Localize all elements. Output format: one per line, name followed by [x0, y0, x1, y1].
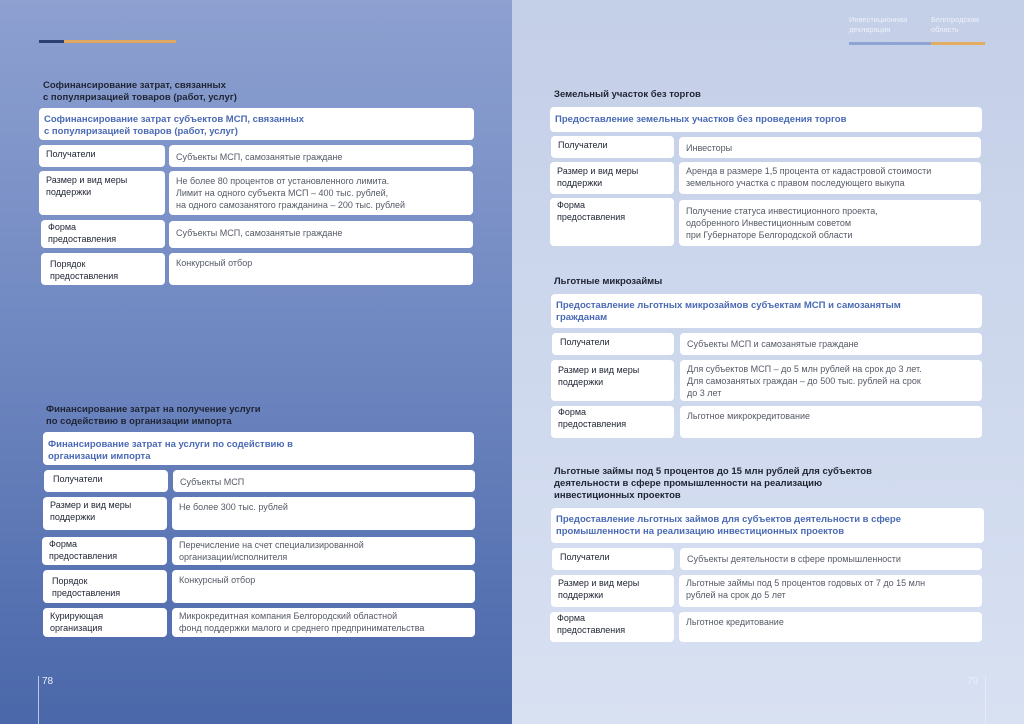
- value-line: Субъекты МСП и самозанятые граждане: [687, 339, 859, 349]
- label-line: предоставления: [558, 419, 627, 429]
- label-line: предоставления: [49, 551, 118, 561]
- label-line: поддержки: [50, 512, 96, 522]
- section-title-line: Льготные микрозаймы: [554, 276, 663, 287]
- label-line: Форма: [48, 222, 77, 232]
- value-line: Перечисление на счет специализированной: [179, 540, 364, 550]
- row-label-form: [41, 220, 165, 248]
- measure-heading-line: Предоставление льготных микрозаймов субъектам МСП и самозанятым: [556, 300, 901, 311]
- row-value-recipients: [680, 548, 982, 570]
- row-value-size: [169, 171, 473, 215]
- measure-heading-line: Софинансирование затрат субъектов МСП, связанных: [44, 114, 304, 125]
- value-line: Не более 80 процентов от установленного лимита.: [176, 176, 390, 186]
- measure-heading-line: Предоставление земельных участков без проведения торгов: [555, 114, 847, 125]
- row-value-size: [680, 360, 982, 401]
- section-title-line: по содействию в организации импорта: [46, 416, 232, 427]
- row-label-form: [42, 537, 167, 565]
- value-line: организации/исполнителя: [179, 552, 288, 562]
- label-line: Получатели: [560, 552, 610, 562]
- section-title-line: Льготные займы под 5 процентов до 15 млн рублей для субъектов: [554, 466, 872, 477]
- value-line: Льготное кредитование: [686, 617, 784, 627]
- label-line: Получатели: [46, 149, 96, 159]
- row-value-size: [172, 497, 475, 530]
- label-line: Размер и вид меры: [557, 166, 639, 176]
- row-value-size: [679, 575, 982, 607]
- row-label-recipients: [552, 333, 674, 355]
- row-value-recipients: [680, 333, 982, 355]
- label-line: Размер и вид меры: [558, 578, 640, 588]
- measure-heading: [39, 108, 474, 140]
- row-value-recipients: [169, 145, 473, 167]
- value-line: Льготные займы под 5 процентов годовых от 7 до 15 млн: [686, 578, 926, 588]
- row-label-order: [41, 253, 165, 285]
- label-line: Получатели: [53, 474, 103, 484]
- section-title-line: инвестиционных проектов: [554, 490, 681, 501]
- header-tag-region: [931, 15, 979, 35]
- section-title-line: Финансирование затрат на получение услуги: [46, 404, 261, 415]
- row-label-size: [43, 497, 167, 530]
- label-line: поддержки: [557, 178, 603, 188]
- label-line: Порядок: [50, 259, 86, 269]
- measure-heading-line: Финансирование затрат на услуги по содействию в: [48, 439, 293, 450]
- value-line: одобренного Инвестиционным советом: [686, 218, 852, 228]
- header-line-orange: [931, 42, 985, 45]
- value-line: Льготное микрокредитование: [687, 411, 810, 421]
- label-line: Форма: [558, 407, 587, 417]
- label-line: организация: [50, 623, 103, 633]
- row-value-form: [680, 406, 982, 438]
- label-line: предоставления: [557, 625, 626, 635]
- value-line: Для субъектов МСП – до 5 млн рублей на срок до 3 лет.: [687, 364, 922, 374]
- value-line: Инвесторы: [686, 143, 733, 153]
- label-line: Размер и вид меры: [558, 365, 640, 375]
- value-line: фонд поддержки малого и среднего предпринимательства: [179, 623, 425, 633]
- row-label-curator: [43, 608, 167, 637]
- label-line: предоставления: [50, 271, 119, 281]
- row-label-recipients: [551, 136, 674, 158]
- value-line: Получение статуса инвестиционного проекта,: [686, 206, 878, 216]
- label-line: Форма: [557, 613, 586, 623]
- measure-heading-line: Предоставление льготных займов для субъектов деятельности в сфере: [556, 514, 902, 525]
- section-title: [43, 80, 237, 104]
- row-value-form: [169, 221, 473, 248]
- page-number: 78: [42, 676, 54, 687]
- label-line: предоставления: [48, 234, 117, 244]
- label-line: Размер и вид меры: [46, 175, 128, 185]
- row-label-size: [550, 162, 674, 194]
- row-value-curator: [172, 608, 475, 637]
- page-number-rule: [38, 676, 39, 724]
- label-line: поддержки: [46, 187, 92, 197]
- header-tag-line: декларация: [849, 25, 891, 34]
- decor-line-dark: [39, 40, 64, 43]
- label-line: Получатели: [560, 337, 610, 347]
- row-label-recipients: [39, 145, 165, 167]
- measure-heading-line: гражданам: [556, 312, 608, 323]
- row-value-recipients: [679, 137, 981, 158]
- row-label-form: [550, 198, 674, 246]
- value-line: Субъекты МСП: [180, 477, 245, 487]
- measure-heading-line: организации импорта: [48, 451, 151, 462]
- row-label-form: [551, 406, 674, 438]
- value-line: до 3 лет: [687, 388, 722, 398]
- measure-heading-line: с популяризацией товаров (работ, услуг): [44, 126, 238, 137]
- measure-heading: [551, 294, 982, 328]
- measure-heading-line: промышленности на реализацию инвестиционных проектов: [556, 526, 845, 537]
- row-label-size: [39, 171, 165, 215]
- value-line: Не более 300 тыс. рублей: [179, 502, 288, 512]
- row-label-order: [43, 570, 167, 603]
- measure-heading: [551, 508, 984, 543]
- label-line: поддержки: [558, 590, 604, 600]
- row-value-size: [679, 162, 981, 194]
- value-line: на одного самозанятого гражданина – 200 тыс. рублей: [176, 200, 405, 210]
- label-line: Форма: [557, 200, 586, 210]
- label-line: предоставления: [52, 588, 121, 598]
- value-line: Конкурсный отбор: [176, 258, 253, 268]
- label-line: Порядок: [52, 576, 88, 586]
- label-line: Форма: [49, 539, 78, 549]
- section-title-line: с популяризацией товаров (работ, услуг): [43, 92, 237, 103]
- value-line: при Губернаторе Белгородской области: [686, 230, 853, 240]
- measure-heading: [43, 432, 474, 465]
- section-title-line: Земельный участок без торгов: [554, 89, 701, 100]
- value-line: Микрокредитная компания Белгородский областной: [179, 611, 398, 621]
- header-tag-line: Инвестиционная: [849, 15, 908, 24]
- row-label-size: [551, 360, 674, 401]
- header-line-blue: [849, 42, 931, 45]
- decor-line-orange: [64, 40, 176, 43]
- header-tag-declaration: [849, 15, 907, 35]
- label-line: Получатели: [558, 140, 608, 150]
- section-title: [46, 404, 261, 428]
- section-title: [554, 276, 662, 288]
- measure-heading: [550, 107, 982, 132]
- section-title-line: Софинансирование затрат, связанных: [43, 80, 226, 91]
- value-line: Субъекты МСП, самозанятые граждане: [176, 152, 343, 162]
- row-label-form: [550, 612, 674, 642]
- value-line: Для самозанятых граждан – до 500 тыс. рублей на срок: [687, 376, 921, 386]
- row-label-recipients: [44, 470, 168, 492]
- row-label-recipients: [552, 548, 674, 570]
- value-line: Субъекты деятельности в сфере промышленности: [687, 554, 901, 564]
- row-value-recipients: [173, 470, 475, 492]
- page-number-rule: [985, 676, 986, 724]
- value-line: Конкурсный отбор: [179, 575, 256, 585]
- value-line: земельного участка с правом последующего выкупа: [686, 178, 905, 188]
- value-line: Аренда в размере 1,5 процента от кадастровой стоимости: [686, 166, 932, 176]
- row-value-form: [679, 612, 982, 642]
- row-value-order: [172, 570, 475, 603]
- value-line: рублей на срок до 5 лет: [686, 590, 786, 600]
- header-tag-line: область: [931, 25, 959, 34]
- label-line: Размер и вид меры: [50, 500, 132, 510]
- row-value-form: [679, 200, 981, 246]
- value-line: Субъекты МСП, самозанятые граждане: [176, 228, 343, 238]
- label-line: предоставления: [557, 212, 626, 222]
- row-label-size: [551, 575, 674, 607]
- header-tag-line: Белгородская: [931, 15, 979, 24]
- row-value-order: [169, 253, 473, 285]
- row-value-form: [172, 537, 475, 565]
- label-line: поддержки: [558, 377, 604, 387]
- section-title-line: деятельности в сфере промышленности на реализацию: [554, 478, 823, 489]
- section-title: [554, 466, 872, 502]
- section-title: [554, 89, 701, 101]
- label-line: Курирующая: [50, 611, 104, 621]
- page-number: 79: [967, 676, 979, 687]
- value-line: Лимит на одного субъекта МСП – 400 тыс. рублей,: [176, 188, 389, 198]
